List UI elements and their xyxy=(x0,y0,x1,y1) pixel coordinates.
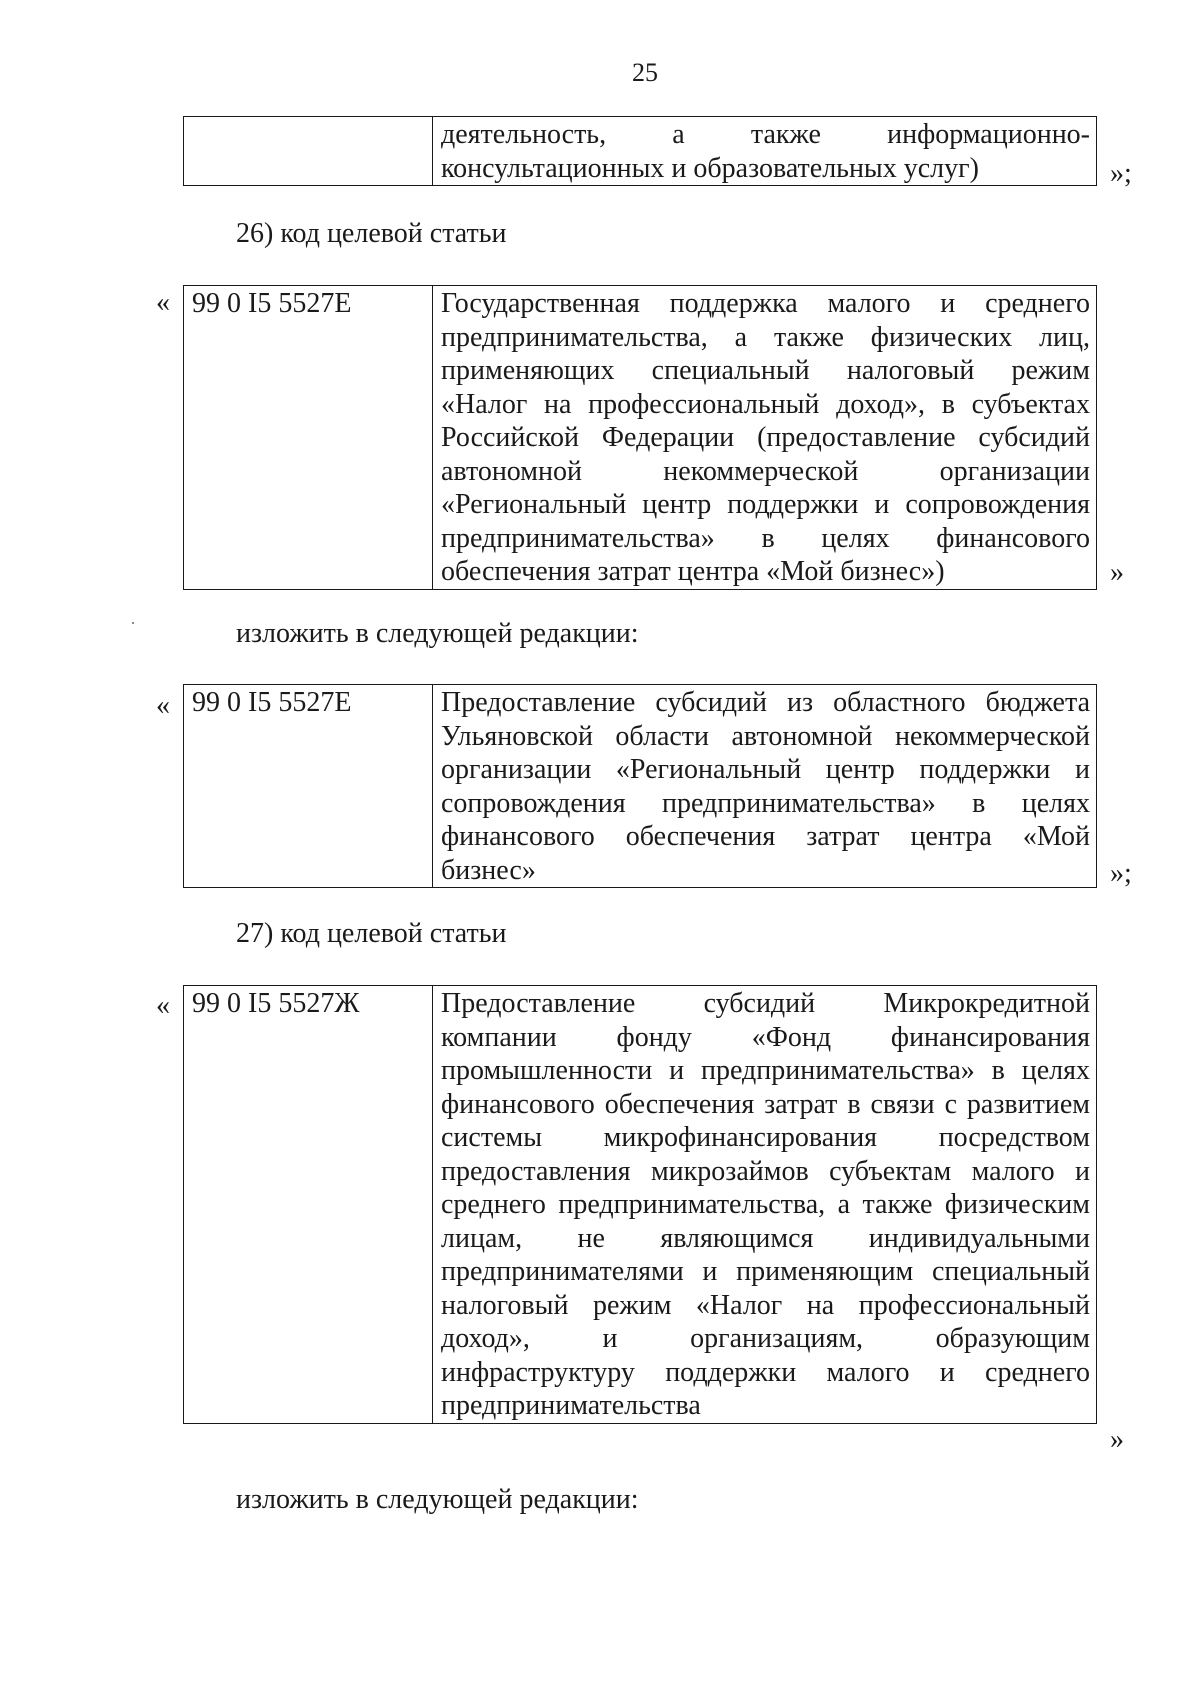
closing-quote: » xyxy=(1110,557,1124,588)
code-table-continuation xyxy=(183,116,1097,186)
table-row xyxy=(184,117,1097,186)
opening-quote: « xyxy=(156,287,170,318)
closing-quote: » xyxy=(1110,1424,1124,1455)
item-heading-26: 26) код целевой статьи xyxy=(236,218,507,249)
description-cell: Предоставление субсидий Микрокредитной компании фонду «Фонд финансирования промышленности и предпринимательства» в целях финансового обеспечения затрат в связи с развитием системы микрофинансирования посредством предоставления микрозаймов субъектам малого и среднего предпринимательства, а также физическим лицам, не являющимся индивидуальными предпринимателями и применяющим специальный налоговый режим «Налог на профессиональный доход», и организациям, образующим инфраструктуру поддержки малого и среднего предпринимательства xyxy=(433,986,1097,1424)
table-row xyxy=(184,685,1097,888)
code-cell xyxy=(184,117,433,186)
opening-quote: « xyxy=(156,690,170,721)
code-cell: 99 0 I5 5527Ж xyxy=(184,986,433,1424)
page-number: 25 xyxy=(632,58,658,87)
code-cell: 99 0 I5 5527Е xyxy=(184,286,433,590)
item-heading-27: 27) код целевой статьи xyxy=(236,918,507,949)
code-table-26-old xyxy=(183,285,1097,590)
description-cell: Предоставление субсидий из областного бюджета Ульяновской области автономной некоммерческой организации «Региональный центр поддержки и сопровождения предпринимательства» в целях финансового обеспечения затрат центра «Мой бизнес» xyxy=(433,685,1097,888)
description-cell: Государственная поддержка малого и среднего предпринимательства, а также физических лиц, применяющих специальный налоговый режим «Налог на профессиональный доход», в субъектах Российской Федерации (предоставление субсидий автономной некоммерческой организации «Региональный центр поддержки и сопровождения предпринимательства» в целях финансового обеспечения затрат центра «Мой бизнес») xyxy=(433,286,1097,590)
closing-quote: »; xyxy=(1110,158,1132,189)
restate-instruction: изложить в следующей редакции: xyxy=(236,1484,639,1515)
closing-quote: »; xyxy=(1110,858,1132,889)
code-table-27-old xyxy=(183,985,1097,1424)
table-row xyxy=(184,286,1097,590)
scan-speck xyxy=(132,622,134,624)
opening-quote: « xyxy=(156,990,170,1021)
table-row xyxy=(184,986,1097,1424)
code-table-26-new xyxy=(183,684,1097,888)
restate-instruction: изложить в следующей редакции: xyxy=(236,618,639,649)
description-cell: деятельность, а также информационно-консультационных и образовательных услуг) xyxy=(433,117,1097,186)
code-cell: 99 0 I5 5527Е xyxy=(184,685,433,888)
